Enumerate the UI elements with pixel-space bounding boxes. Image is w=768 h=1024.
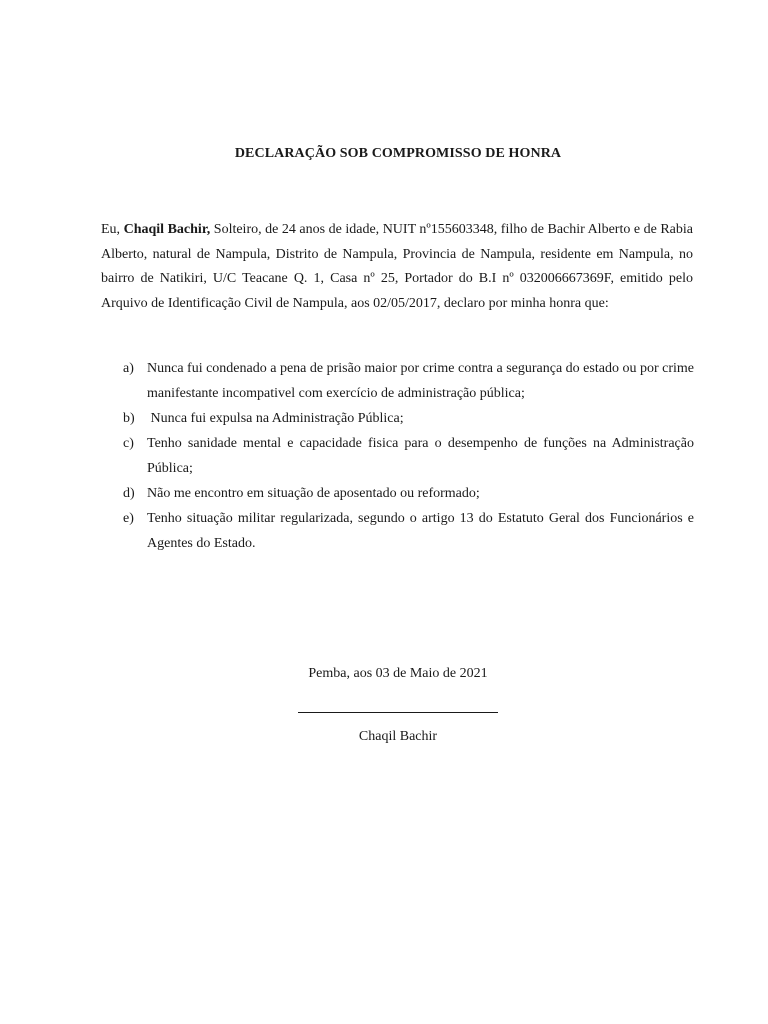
list-item [101,406,694,431]
signer-name: Chaqil Bachir [358,729,438,744]
list-item-text: Tenho sanidade mental e capacidade fisica para o desempenho de funções na Administração Pública; [147,436,694,476]
declarant-name: Chaqil Bachir, [123,222,211,237]
place-date: Pemba, aos 03 de Maio de 2021 [308,666,488,681]
list-item-text: Nunca fui condenado a pena de prisão maior por crime contra a segurança do estado ou por crime manifestante incompativel com exercício de administração pública; [147,361,694,401]
list-item [101,481,694,506]
signature-line [298,712,498,713]
list-item-text: Nunca fui expulsa na Administração Pública; [147,411,404,426]
list-item [101,431,694,481]
list-item-text: Não me encontro em situação de aposentado ou reformado; [147,486,480,501]
intro-paragraph [101,218,693,317]
list-item [101,506,694,556]
list-marker: e) [123,511,134,526]
list-marker: c) [123,436,134,451]
list-item [101,356,694,406]
intro-prefix: Eu, [101,222,124,237]
list-marker: d) [123,486,135,501]
document-title: DECLARAÇÃO SOB COMPROMISSO DE HONRA [234,146,562,161]
list-marker: a) [123,361,134,376]
declaration-list [101,356,694,556]
list-marker: b) [123,411,135,426]
intro-body: Solteiro, de 24 anos de idade, NUIT nº155603348, filho de Bachir Alberto e de Rabia Alberto, natural de Nampula, Distrito de Nampula, Provincia de Nampula, residente em Nampula, no bairro de Natikiri, U/C Teacane Q. 1, Casa nº 25, Portador do B.I nº 032006667369F, emitido pelo Arquivo de Identificação Civil de Nampula, aos 02/05/2017, declaro por minha honra que: [101,222,694,312]
list-item-text: Tenho situação militar regularizada, segundo o artigo 13 do Estatuto Geral dos Funcionários e Agentes do Estado. [147,511,694,551]
